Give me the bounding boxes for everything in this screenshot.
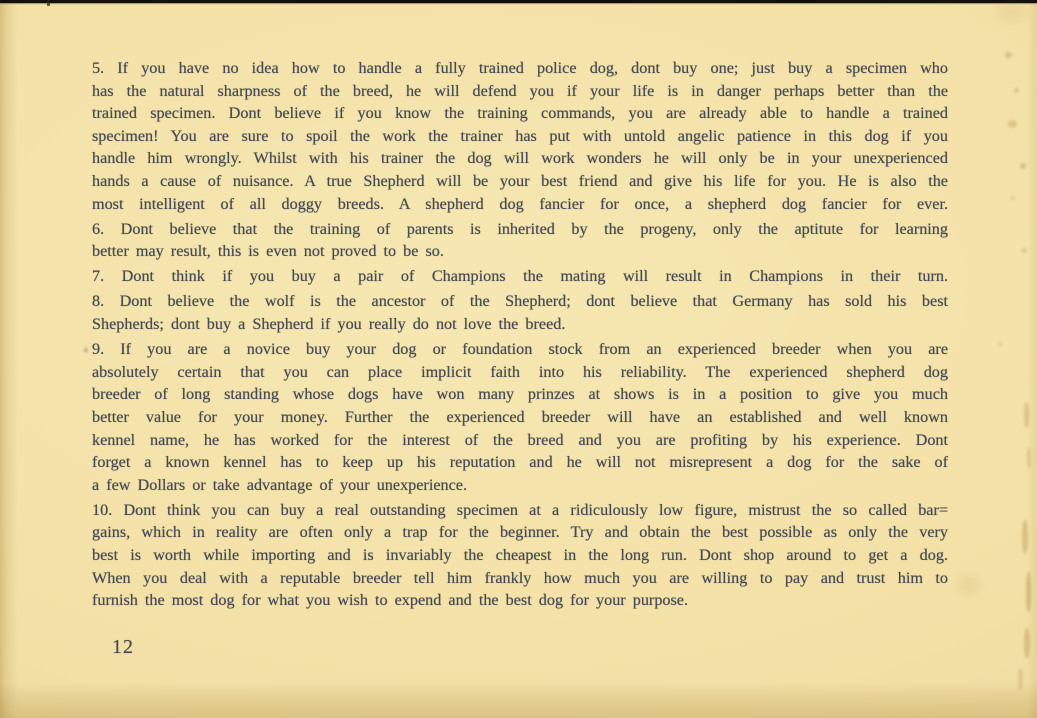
foxing-streak bbox=[1018, 668, 1023, 690]
foxing-stain bbox=[1008, 120, 1017, 128]
text-line: When you deal with a reputable breeder tell him frankly how much you are willing to pay and trust him to bbox=[92, 568, 948, 587]
text-line: best is worth while importing and is invariably the cheapest in the long run. Dont shop around to get a dog. bbox=[92, 545, 948, 564]
foxing-stain bbox=[1020, 163, 1026, 169]
text-line: forget a known kennel has to keep up his reputation and he will not misrepresent a dog for the sake of bbox=[92, 453, 948, 472]
scan-top-border bbox=[0, 0, 1037, 3]
text-line: specimen! You are sure to spoil the work the trainer has put with untold angelic patience in this dog if you bbox=[92, 126, 948, 145]
text-line: 9. If you are a novice buy your dog or foundation stock from an experienced breeder when you are bbox=[92, 340, 948, 359]
text-line: gains, which in reality are often only a trap for the beginner. Try and obtain the best possible as only the very bbox=[92, 523, 948, 542]
foxing-streak bbox=[1026, 572, 1031, 612]
paragraph-7 bbox=[92, 265, 948, 288]
foxing-streak bbox=[1027, 448, 1031, 468]
foxing-stain bbox=[1014, 88, 1019, 93]
text-line: 10. Dont think you can buy a real outstanding specimen at a ridiculously low figure, mistrust the so called bar= bbox=[92, 500, 948, 519]
text-line: absolutely certain that you can place implicit faith into his reliability. The experienced shepherd dog bbox=[92, 362, 948, 381]
text-line: a few Dollars or take advantage of your unexperience. bbox=[92, 475, 468, 494]
text-line: better value for your money. Further the experienced breeder will have an established and well known bbox=[92, 407, 948, 426]
foxing-streak bbox=[1024, 402, 1029, 428]
text-line: better may result, this is even not proved to be so. bbox=[92, 242, 444, 261]
text-line: kennel name, he has worked for the interest of the breed and you are profiting by his experience. Dont bbox=[92, 430, 948, 449]
text-line: 6. Dont believe that the training of parents is inherited by the progeny, only the aptitute for learning bbox=[92, 219, 948, 238]
page-number: 12 bbox=[112, 636, 134, 658]
foxing-stain bbox=[1021, 248, 1027, 253]
foxing-stain bbox=[998, 6, 1026, 18]
paragraph-9 bbox=[92, 338, 948, 496]
text-line: 7. Dont think if you buy a pair of Champions the mating will result in Champions in their turn. bbox=[92, 267, 948, 286]
text-line: handle him wrongly. Whilst with his trainer the dog will work wonders he will only be in your unexperienced bbox=[92, 149, 948, 168]
ink-speck bbox=[84, 348, 88, 352]
paragraph-6 bbox=[92, 218, 948, 263]
text-line: hands a cause of nuisance. A true Shepherd will be your best friend and give his life for you. He is also the bbox=[92, 171, 948, 190]
text-line: Shepherds; dont buy a Shepherd if you really do not love the breed. bbox=[92, 315, 566, 334]
text-line: trained specimen. Dont believe if you know the training commands, you are already able to handle a trained bbox=[92, 104, 948, 123]
foxing-streak bbox=[1022, 520, 1028, 554]
paragraph-8 bbox=[92, 290, 948, 335]
text-line: furnish the most dog for what you wish to expend and the best dog for your purpose. bbox=[92, 591, 689, 610]
foxing-streak bbox=[1024, 628, 1030, 658]
foxing-stain bbox=[960, 578, 978, 592]
text-line: 5. If you have no idea how to handle a fully trained police dog, dont buy one; just buy a specimen who bbox=[92, 59, 948, 77]
foxing-stain bbox=[1005, 52, 1012, 58]
scan-edge-mark bbox=[47, 0, 50, 6]
text-line: has the natural sharpness of the breed, he will defend you if your life is in danger perhaps better than the bbox=[92, 81, 948, 100]
page-text bbox=[92, 57, 948, 614]
foxing-stain bbox=[1010, 196, 1015, 200]
text-line: 8. Dont believe the wolf is the ancestor of the Shepherd; dont believe that Germany has sold his best bbox=[92, 292, 948, 311]
text-line: breeder of long standing whose dogs have won many prinzes at shows is in a position to give you much bbox=[92, 385, 948, 404]
paragraph-5 bbox=[92, 57, 948, 215]
paragraph-10 bbox=[92, 499, 948, 612]
text-line: most intelligent of all doggy breeds. A shepherd dog fancier for once, a shepherd dog fancier for ever. bbox=[92, 194, 948, 213]
foxing-stain bbox=[998, 342, 1002, 346]
